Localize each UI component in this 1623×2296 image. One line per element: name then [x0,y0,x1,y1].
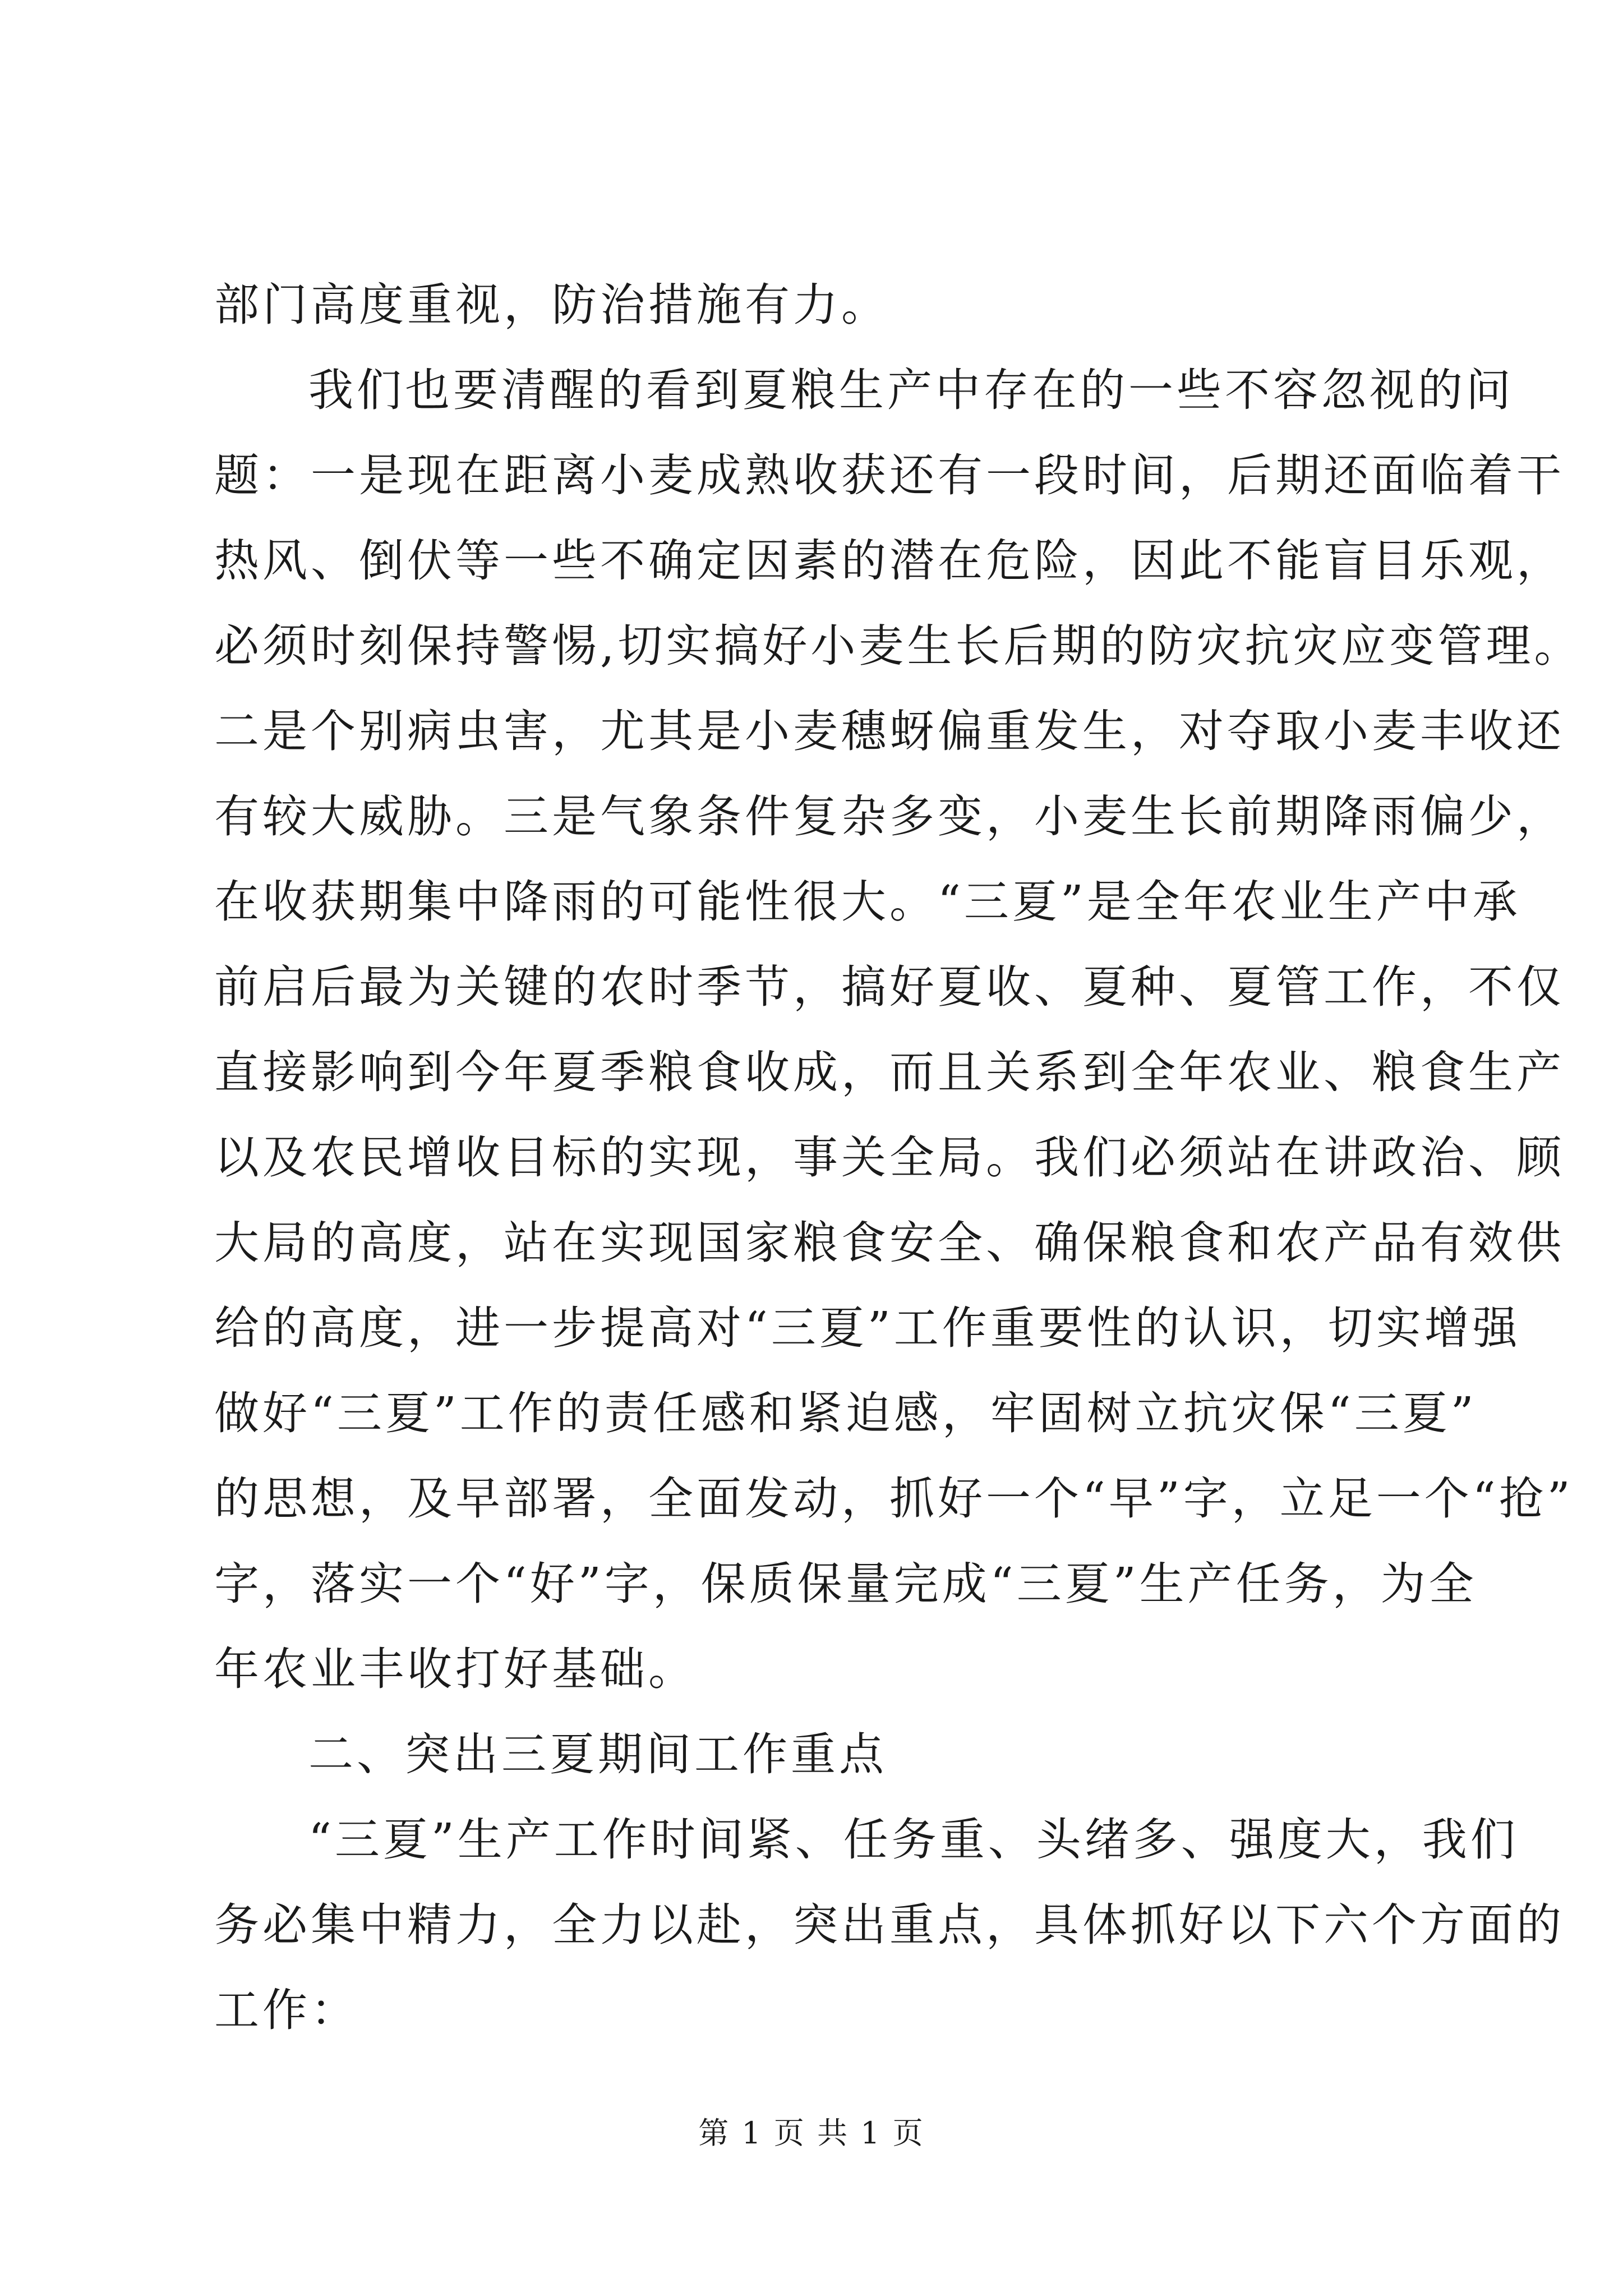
text-line: 直接影响到今年夏季粮食收成，而且关系到全年农业、粮食生产 [214,1046,1565,1098]
text-line: 题：一是现在距离小麦成熟收获还有一段时间，后期还面临着干 [214,449,1565,501]
page-footer [0,2114,1623,2153]
text-line: 有较大威胁。三是气象条件复杂多变，小麦生长前期降雨偏少， [214,790,1565,843]
text-line: 年农业丰收打好基础。 [214,1643,697,1695]
text-line: 前启后最为关键的农时季节，搞好夏收、夏种、夏管工作，不仅 [214,961,1565,1013]
paragraph-start-line: 我们也要清醒的看到夏粮生产中存在的一些不容忽视的问 [308,364,1514,416]
page-number-label: 第 1 页 共 1 页 [698,2115,925,2151]
text-line: 字，落实一个“好”字，保质保量完成“三夏”生产任务，为全 [214,1558,1477,1610]
text-line: 热风、倒伏等一些不确定因素的潜在危险，因此不能盲目乐观， [214,535,1565,587]
paragraph-start-line: “三夏”生产工作时间紧、任务重、头绪多、强度大，我们 [308,1814,1519,1866]
text-line: 做好“三夏”工作的责任感和紧迫感，牢固树立抗灾保“三夏” [214,1387,1477,1439]
text-line: 务必集中精力，全力以赴，突出重点，具体抓好以下六个方面的 [214,1899,1565,1951]
text-line: 大局的高度，站在实现国家粮食安全、确保粮食和农产品有效供 [214,1217,1565,1269]
text-line: 部门高度重视，防治措施有力。 [214,279,889,331]
document-body [214,263,1583,2053]
text-line: 的思想，及早部署，全面发动，抓好一个“早”字，立足一个“抢” [214,1473,1574,1525]
text-line: 工作： [214,1984,359,2036]
text-line: 必须时刻保持警惕,切实搞好小麦生长后期的防灾抗灾应变管理。 [214,620,1583,672]
section-heading: 二、突出三夏期间工作重点 [308,1728,887,1780]
text-line: 在收获期集中降雨的可能性很大。“三夏”是全年农业生产中承 [214,876,1521,928]
text-line: 以及农民增收目标的实现，事关全局。我们必须站在讲政治、顾 [214,1131,1565,1184]
text-line: 给的高度，进一步提高对“三夏”工作重要性的认识，切实增强 [214,1302,1521,1354]
text-line: 二是个别病虫害，尤其是小麦穗蚜偏重发生，对夺取小麦丰收还 [214,705,1565,757]
